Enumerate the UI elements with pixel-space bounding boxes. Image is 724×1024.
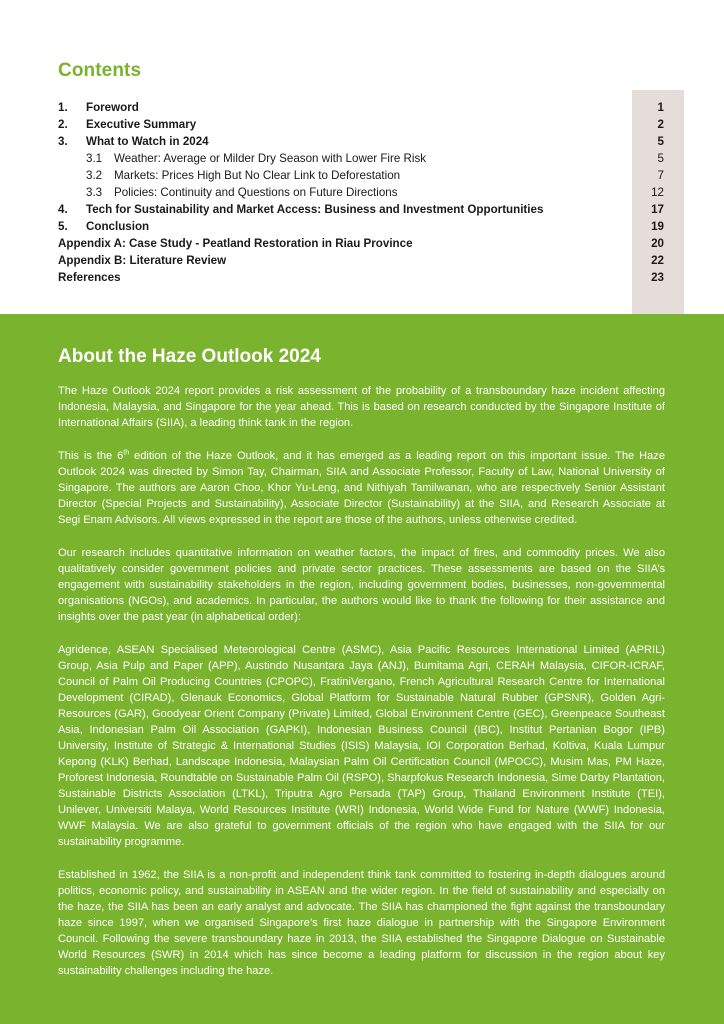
toc-entry-title: Foreword — [86, 101, 139, 114]
toc-entry[interactable] — [58, 235, 668, 252]
toc-entry-title: References — [58, 271, 121, 284]
toc-entry-number: 3. — [58, 135, 68, 148]
toc-entry-number: 3.1 — [86, 152, 103, 165]
toc-entry-number: 2. — [58, 118, 68, 131]
toc-entry-page: 7 — [657, 169, 664, 182]
toc-entry[interactable] — [58, 184, 668, 201]
toc-entry[interactable] — [58, 269, 668, 286]
table-of-contents — [58, 99, 668, 286]
toc-entry-number: 4. — [58, 203, 68, 216]
edition-text-start: This is the 6 — [58, 450, 124, 462]
toc-entry[interactable] — [58, 116, 668, 133]
toc-entry-page: 17 — [651, 203, 664, 216]
toc-entry-title: Tech for Sustainability and Market Access: Business and Investment Opportunities — [86, 203, 544, 216]
about-paragraph-research: Our research includes quantitative information on weather factors, the impact of fires, and commodity prices. We also qualitatively consider government policies and private sector practices. These assessments are based on the SIIA’s engagement with sustainability stakeholders in the region, including government bodies, businesses, non-governmental organisations (NGOs), and academics. In particular, the authors would like to thank the following for their assistance and insights over the past year (in alphabetical order): — [58, 547, 665, 623]
toc-entry-page: 5 — [657, 152, 664, 165]
toc-entry-page: 23 — [651, 271, 664, 284]
toc-entry-page: 22 — [651, 254, 664, 267]
toc-entry-page: 1 — [657, 101, 664, 114]
toc-entry-number: 1. — [58, 101, 68, 114]
toc-entry-number: 3.2 — [86, 169, 103, 182]
toc-entry-title: Policies: Continuity and Questions on Future Directions — [114, 186, 398, 199]
toc-entry-page: 20 — [651, 237, 664, 250]
toc-entry-title: Conclusion — [86, 220, 150, 233]
edition-ordinal-suffix: th — [123, 449, 130, 457]
toc-entry-number: 3.3 — [86, 186, 103, 199]
about-paragraph-acknowledgements: Agridence, ASEAN Specialised Meteorological Centre (ASMC), Asia Pacific Resources International Limited (APRIL) Group, Asia Pulp and Paper (APP), Austindo Nusantara Jaya (ANJ), Bumitama Agri, CERAH Malaysia, CIFOR-ICRAF, Council of Palm Oil Producing Countries (CPOPC), FratiniVergano, French Agricultural Research Centre for International Development (CIRAD), Glenauk Economics, Global Platform for Sustainable Natural Rubber (GPSNR), Golden Agri-Resources (GAR), Goodyear Orient Company (Private) Limited, Global Environment Centre (GEC), Greenpeace Southeast Asia, Indonesian Palm Oil Association (GAPKI), Indonesian Business Council (IBC), Institut Pertanian Bogor (IPB) University, Institute of Strategic & International Studies (ISIS) Malaysia, IOI Corporation Berhad, Koltiva, Kuala Lumpur Kepong (KLK) Berhad, Landscape Indonesia, Malaysian Palm Oil Certification Council (MPOCC), Musim Mas, PM Haze, Proforest Indonesia, Roundtable on Sustainable Palm Oil (RSPO), Sharpfokus Research Indonesia, Sime Darby Plantation, Sustainable Districts Association (LTKL), Triputra Agro Persada (TAP) Group, Thailand Environment Institute (TEI), Unilever, Universiti Malaya, World Resources Institute (WRI) Indonesia, World Wide Fund for Nature (WWF) Indonesia, WWF Malaysia. We are also grateful to government officials of the region who have engaged with the SIIA for our sustainability programme. — [58, 644, 665, 848]
toc-entry[interactable] — [58, 150, 668, 167]
toc-entry-title: What to Watch in 2024 — [86, 135, 209, 148]
toc-entry-page: 2 — [657, 118, 664, 131]
toc-entry-title: Weather: Average or Milder Dry Season with Lower Fire Risk — [114, 152, 427, 165]
edition-text-rest: edition of the Haze Outlook, and it has emerged as a leading report on this important issue. The Haze Outlook 2024 was directed by Simon Tay, Chairman, SIIA and Associate Professor, Faculty of Law, National University of Singapore. The authors are Aaron Choo, Khor Yu-Leng, and Nithiyah Tamilwanan, who are respectively Senior Assistant Director (Special Projects and Sustainability), Associate Director (Sustainability) at the SIIA, and Research Associate at Segi Enam Advisors. All views expressed in the report are those of the authors, unless otherwise credited. — [58, 450, 666, 526]
toc-entry[interactable] — [58, 218, 668, 235]
toc-entry-page: 12 — [651, 186, 664, 199]
about-title: About the Haze Outlook 2024 — [58, 346, 321, 367]
toc-entry-title: Markets: Prices High But No Clear Link to Deforestation — [114, 169, 401, 182]
about-section — [0, 314, 724, 1024]
about-paragraph-edition — [58, 448, 665, 528]
toc-entry-page: 19 — [651, 220, 664, 233]
toc-entry[interactable] — [58, 167, 668, 184]
toc-entry[interactable] — [58, 133, 668, 150]
toc-entry[interactable] — [58, 201, 668, 218]
contents-title: Contents — [58, 60, 142, 81]
about-paragraph-siia: Established in 1962, the SIIA is a non-profit and independent think tank committed to fostering in-depth dialogues around politics, economic policy, and sustainability in ASEAN and the wider region. In the field of sustainability and especially on the haze, the SIIA has been an early analyst and advocate. The SIIA has championed the fight against the transboundary haze since 1997, when we organised Singapore’s first haze dialogue in partnership with the Singapore Environment Council. Following the severe transboundary haze in 2013, the SIIA established the Singapore Dialogue on Sustainable World Resources (SWR) in 2014 which has since become a leading platform for discussion in the region about key sustainability challenges including the haze. — [58, 869, 665, 977]
toc-entry-number: 5. — [58, 220, 68, 233]
toc-entry-title: Appendix B: Literature Review — [58, 254, 227, 267]
toc-entry[interactable] — [58, 99, 668, 116]
toc-entry-title: Appendix A: Case Study - Peatland Restoration in Riau Province — [58, 237, 413, 250]
toc-entry[interactable] — [58, 252, 668, 269]
toc-entry-page: 5 — [657, 135, 664, 148]
toc-entry-title: Executive Summary — [86, 118, 197, 131]
about-paragraph-intro: The Haze Outlook 2024 report provides a risk assessment of the probability of a transboundary haze incident affecting Indonesia, Malaysia, and Singapore for the year ahead. This is based on research conducted by the Singapore Institute of International Affairs (SIIA), a leading think tank in the region. — [58, 385, 665, 429]
about-body — [58, 383, 665, 996]
contents-section — [0, 0, 724, 314]
